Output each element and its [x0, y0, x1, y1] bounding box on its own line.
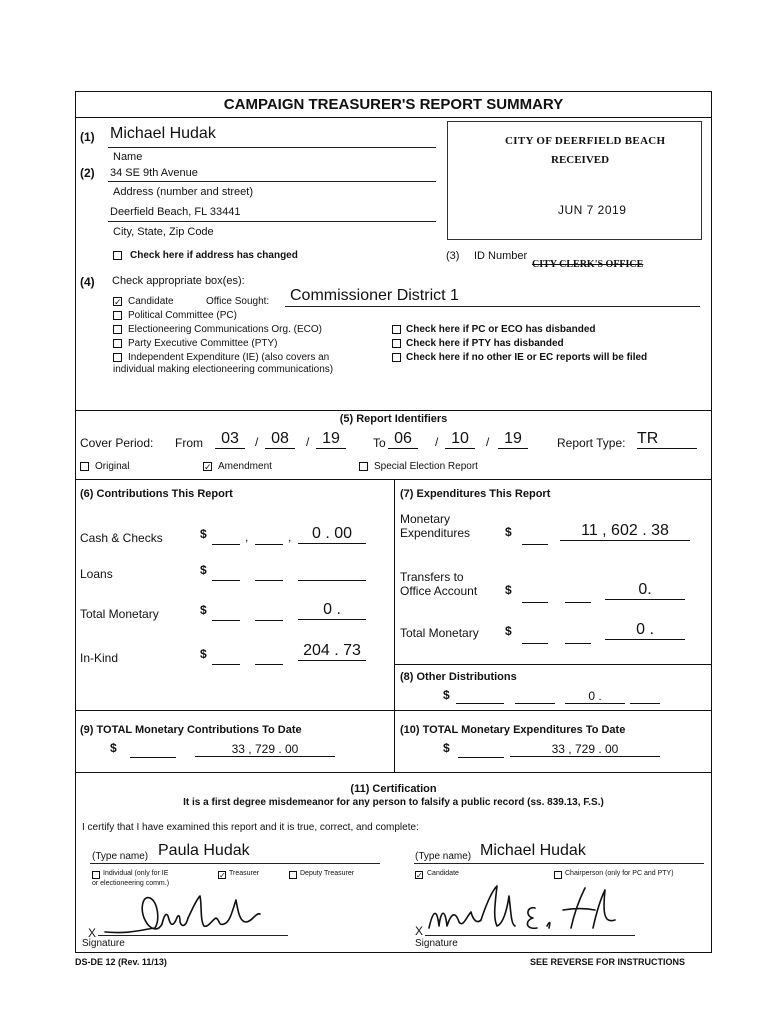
to-month: 06: [388, 430, 418, 449]
certification-title: (11) Certification: [350, 783, 437, 795]
slash-1: /: [255, 435, 259, 449]
form-id: DS-DE 12 (Rev. 11/13): [75, 957, 167, 967]
left-name-line: [90, 863, 380, 864]
exp-total-dollar: $: [505, 624, 512, 638]
eco-checkbox[interactable]: [113, 325, 122, 334]
transfers-dollar: $: [505, 583, 512, 597]
address-value: 34 SE 9th Avenue: [110, 167, 198, 179]
report-type-value: TR: [637, 430, 697, 449]
form-title: CAMPAIGN TREASURER'S REPORT SUMMARY: [223, 96, 564, 113]
pty-disband-label: Check here if PTY has disbanded: [406, 338, 564, 349]
special-election-checkbox[interactable]: [359, 462, 368, 471]
report-type-label: Report Type:: [557, 436, 626, 450]
left-type-name-label: (Type name): [92, 851, 149, 862]
pc-disband-checkbox[interactable]: [392, 325, 401, 334]
stamp-clerk-office: CITY CLERK'S OFFICE: [532, 259, 644, 270]
from-day: 08: [265, 430, 295, 449]
in-kind-value: 204 . 73: [298, 642, 366, 661]
individual-checkbox[interactable]: [92, 871, 100, 879]
cash-comma: ,: [245, 530, 249, 544]
expenditures-title: (7) Expenditures This Report: [400, 488, 551, 500]
total-contributions-title: (9) TOTAL Monetary Contributions To Date: [80, 724, 302, 736]
total-monetary-blank-2: [255, 606, 283, 621]
cash-comma-2: ,: [288, 530, 292, 544]
to-year: 19: [498, 430, 528, 449]
address-changed-checkbox[interactable]: [113, 251, 122, 260]
loans-blank-1: [212, 566, 240, 581]
deputy-treasurer-checkbox[interactable]: [289, 871, 297, 879]
other-blank-1: [456, 690, 504, 704]
city-line: [108, 221, 436, 222]
ie-label: Independent Expenditure (IE) (also covers an: [128, 352, 330, 363]
from-year: 19: [316, 430, 346, 449]
address-label: Address (number and street): [113, 186, 254, 198]
expenditures-blank: [522, 530, 548, 545]
stamp-received: RECEIVED: [551, 154, 610, 166]
left-signature-x: X: [88, 926, 97, 940]
expenditures-label: Expenditures: [400, 526, 471, 540]
individual-label-continued: or electioneering comm.): [92, 880, 170, 887]
column-divider: [394, 479, 395, 710]
total-contributions-value: 33 , 729 . 00: [195, 742, 335, 757]
cash-dollar: $: [200, 527, 207, 541]
exp-total-blank-1: [522, 629, 548, 644]
exp-total-blank-2: [565, 629, 591, 644]
right-signature-x: X: [415, 924, 424, 938]
name-label: Name: [113, 151, 143, 163]
eco-label: Electioneering Communications Org. (ECO): [128, 324, 322, 335]
treasurer-signature: [100, 890, 280, 940]
exp-total-monetary-value: 0 .: [605, 621, 685, 640]
misdemeanor-warning: It is a first degree misdemeanor for any person to falsify a public record (ss. 839.13, F.S.): [183, 797, 604, 808]
total-monetary-blank-1: [212, 606, 240, 621]
candidate-name-value: Michael Hudak: [110, 125, 216, 142]
office-line: [285, 306, 700, 307]
from-month: 03: [215, 430, 245, 449]
pty-label: Party Executive Committee (PTY): [128, 338, 278, 349]
transfers-label: Transfers to: [400, 570, 464, 584]
office-sought-value: Commissioner District 1: [290, 287, 459, 304]
address-changed-label: Check here if address has changed: [130, 250, 298, 261]
pc-disband-label: Check here if PC or ECO has disbanded: [406, 324, 596, 335]
right-signature-label: Signature: [415, 938, 458, 949]
exp-total-monetary-label: Total Monetary: [400, 626, 479, 640]
other-distributions-value: 0 .: [565, 689, 625, 704]
sec2-number: (2): [80, 166, 95, 180]
in-kind-label: In-Kind: [80, 651, 119, 665]
total-monetary-value: 0 .: [298, 601, 366, 620]
sec3-number: (3): [446, 250, 460, 262]
cash-checks-label: Cash & Checks: [80, 531, 163, 545]
cert-candidate-checkbox[interactable]: ✓: [416, 871, 423, 880]
certify-statement: I certify that I have examined this report and it is true, correct, and complete:: [82, 822, 419, 833]
city-label: City, State, Zip Code: [113, 226, 214, 238]
to-day: 10: [445, 430, 475, 449]
transfers-blank-1: [522, 588, 548, 603]
check-boxes-label: Check appropriate box(es):: [112, 275, 245, 287]
loans-label: Loans: [80, 567, 113, 581]
treasurer-checkbox[interactable]: ✓: [219, 871, 226, 880]
original-checkbox[interactable]: [80, 462, 89, 471]
loans-blank-3: [298, 566, 366, 581]
special-election-label: Special Election Report: [374, 461, 478, 472]
total-expenditures-title: (10) TOTAL Monetary Expenditures To Date: [400, 724, 626, 736]
expenditures-value: 11 , 602 . 38: [560, 522, 690, 541]
id-number-label: ID Number: [474, 250, 528, 262]
slash-3: /: [435, 435, 439, 449]
totals-column-divider: [394, 710, 395, 772]
pc-checkbox[interactable]: [113, 311, 122, 320]
total-monetary-dollar: $: [200, 603, 207, 617]
in-kind-blank-1: [212, 650, 240, 665]
total-monetary-label: Total Monetary: [80, 607, 159, 621]
sec4-number: (4): [80, 275, 95, 289]
pty-checkbox[interactable]: [113, 339, 122, 348]
in-kind-blank-2: [255, 650, 283, 665]
total-expenditures-blank: [458, 744, 504, 758]
cert-candidate-label: Candidate: [427, 870, 459, 877]
candidate-checkbox[interactable]: ✓: [114, 297, 122, 307]
loans-blank-2: [255, 566, 283, 581]
total-expenditures-dollar: $: [443, 741, 450, 755]
stamp-date: JUN 7 2019: [558, 203, 627, 217]
candidate-signature: [425, 880, 625, 940]
slash-2: /: [306, 435, 310, 449]
office-account-label: Office Account: [400, 584, 478, 598]
sec10-divider: [75, 772, 712, 773]
chairperson-label: Chairperson (only for PC and PTY): [565, 870, 674, 877]
sec1-number: (1): [80, 130, 95, 144]
total-contributions-dollar: $: [110, 741, 117, 755]
from-label: From: [175, 436, 203, 450]
address-line: [108, 181, 436, 182]
amendment-checkbox[interactable]: ✓: [204, 462, 212, 472]
sec7-divider: [394, 664, 712, 665]
stamp-city: CITY OF DEERFIELD BEACH: [505, 135, 666, 147]
transfers-value: 0.: [605, 581, 685, 600]
cash-checks-value: 0 . 00: [298, 525, 366, 544]
total-contributions-blank: [130, 744, 176, 758]
left-signature-label: Signature: [82, 938, 125, 949]
other-blank-3: [630, 690, 660, 704]
deputy-treasurer-label: Deputy Treasurer: [300, 870, 355, 877]
individual-label: Individual (only for IE: [103, 870, 169, 877]
office-sought-label: Office Sought:: [206, 296, 270, 307]
treasurer-label: Treasurer: [229, 870, 260, 877]
pc-label: Political Committee (PC): [128, 310, 237, 321]
original-label: Original: [95, 461, 130, 472]
ie-label-continued: individual making electioneering communications): [113, 364, 334, 375]
cash-thousands-blank: [255, 530, 283, 545]
chairperson-checkbox[interactable]: [554, 871, 562, 879]
other-distributions-title: (8) Other Distributions: [400, 671, 517, 683]
candidate-label: Candidate: [128, 296, 174, 307]
city-value: Deerfield Beach, FL 33441: [110, 206, 241, 218]
other-dollar: $: [443, 688, 450, 702]
right-name-line: [414, 863, 704, 864]
title-divider: [75, 117, 712, 118]
treasurer-name: Paula Hudak: [158, 842, 250, 859]
other-blank-2: [515, 690, 555, 704]
transfers-blank-2: [565, 588, 591, 603]
in-kind-dollar: $: [200, 647, 207, 661]
right-type-name-label: (Type name): [415, 851, 472, 862]
loans-dollar: $: [200, 563, 207, 577]
report-identifiers-title: (5) Report Identifiers: [339, 413, 448, 425]
sec4-divider: [75, 410, 712, 411]
amendment-label: Amendment: [218, 461, 272, 472]
ie-checkbox[interactable]: [113, 353, 122, 362]
expenditures-dollar: $: [505, 525, 512, 539]
to-label: To: [373, 436, 386, 450]
total-expenditures-value: 33 , 729 . 00: [510, 742, 660, 757]
no-other-reports-checkbox[interactable]: [392, 353, 401, 362]
see-reverse-instructions: SEE REVERSE FOR INSTRUCTIONS: [530, 957, 686, 967]
slash-4: /: [486, 435, 490, 449]
right-signature-line: [425, 935, 635, 936]
cover-period-label: Cover Period:: [80, 436, 154, 450]
monetary-label: Monetary: [400, 512, 451, 526]
candidate-signer-name: Michael Hudak: [480, 842, 586, 859]
name-line: [108, 147, 436, 148]
left-signature-line: [98, 935, 288, 936]
contributions-title: (6) Contributions This Report: [80, 488, 233, 500]
pty-disband-checkbox[interactable]: [392, 339, 401, 348]
no-other-reports-label: Check here if no other IE or EC reports will be filed: [406, 352, 648, 363]
cash-millions-blank: [212, 530, 240, 545]
